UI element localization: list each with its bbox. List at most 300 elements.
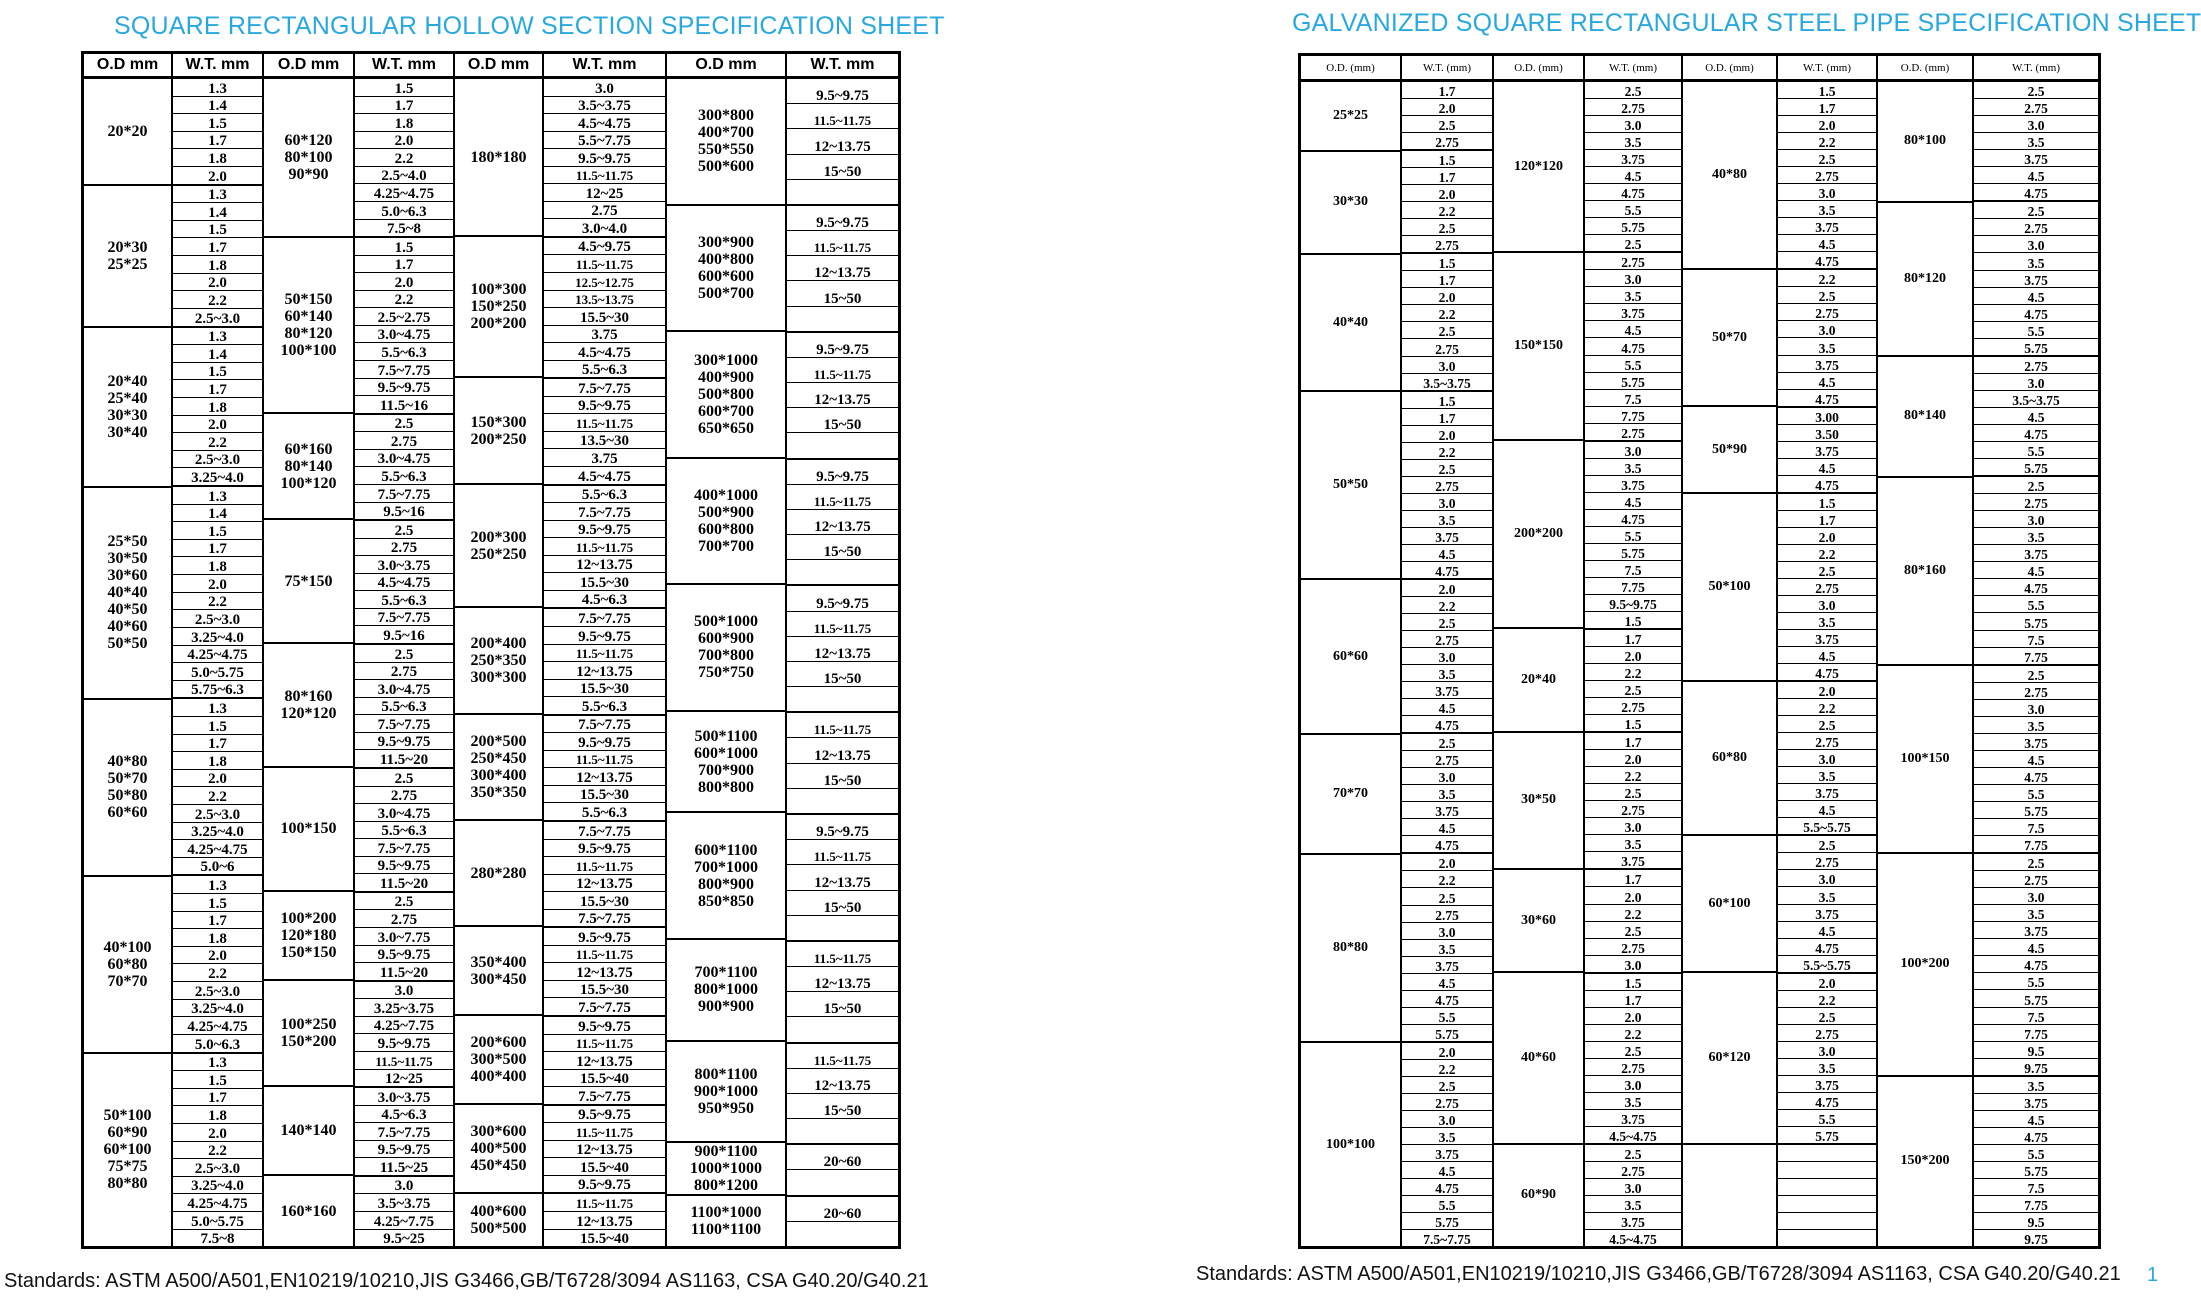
wall-thickness-cell: 11.5~11.75 — [544, 857, 665, 875]
wall-thickness-cell: 3.75 — [1585, 1110, 1681, 1127]
od-size-cell — [84, 1054, 171, 1247]
od-size-label: 100*200 — [1900, 956, 1950, 972]
od-size-label: 250*350 — [470, 651, 527, 669]
od-size-label: 200*500 — [470, 732, 527, 750]
wall-thickness-cell: 3.75 — [1585, 476, 1681, 493]
wall-thickness-cell: 11.5~11.75 — [787, 358, 898, 383]
od-size-label: 80*80 — [107, 1175, 148, 1193]
wall-thickness-cell: 2.75 — [1402, 906, 1492, 923]
od-size-label: 800*800 — [698, 778, 754, 796]
wall-thickness-cell: 2.5~3.0 — [173, 982, 262, 1000]
wall-thickness-cell: 2.0 — [355, 132, 453, 150]
wall-thickness-cell: 9.5~16 — [355, 626, 453, 645]
wall-thickness-cell: 4.5~4.75 — [1609, 1232, 1657, 1248]
wall-thickness-cell: 7.75 — [1585, 578, 1681, 595]
od-size-cell — [264, 1176, 353, 1246]
od-size-label: 100*100 — [1326, 1136, 1375, 1152]
wt-header-4: W.T. mm — [810, 56, 875, 73]
od-size-label: 550*550 — [698, 141, 754, 159]
od-size-label: 30*50 — [107, 550, 148, 567]
wall-thickness-cell: 15.5~30 — [544, 573, 665, 591]
wall-thickness-cell: 1.5 — [173, 522, 262, 540]
wall-thickness-cell: 3.5 — [1402, 940, 1492, 957]
wall-thickness-cell: 1.7 — [355, 97, 453, 115]
wall-thickness-cell: 2.5 — [1402, 322, 1492, 339]
od-size-label: 900*1100 — [694, 1143, 758, 1161]
wall-thickness-cell: 3.0 — [355, 982, 453, 1000]
table-header-row — [1301, 56, 2098, 82]
od-size-cell — [1878, 666, 1972, 854]
wall-thickness-cell: 11.5~11.75 — [544, 751, 665, 769]
wall-thickness-cell: 4.5~6.3 — [544, 591, 665, 610]
wall-thickness-cell: 2.2 — [1402, 202, 1492, 219]
od-size-label: 750*750 — [698, 664, 754, 682]
wt-header-1: W.T. mm — [173, 54, 264, 76]
od-size-label: 600*600 — [698, 267, 754, 285]
wall-thickness-cell: 3.0 — [1402, 768, 1492, 785]
wall-thickness-cell: 11.5~11.75 — [544, 167, 665, 185]
wall-thickness-cell: 2.5 — [1402, 116, 1492, 133]
od-size-cell — [84, 79, 171, 186]
wall-thickness-cell: 3.0 — [1585, 818, 1681, 835]
wall-thickness-cell: 2.75 — [1778, 579, 1876, 596]
od-size-label: 800*1100 — [694, 1065, 758, 1083]
wall-thickness-cell: 11.5~11.75 — [787, 713, 898, 738]
wall-thickness-cell: 2.0 — [1778, 974, 1876, 991]
od-size-cell — [264, 414, 353, 520]
wall-thickness-cell: 3.5 — [1402, 1128, 1492, 1145]
od-size-label: 100*200 — [280, 909, 337, 927]
od-size-label: 500*700 — [698, 284, 754, 302]
od-size-label: 600*1000 — [694, 744, 758, 762]
od-size-label: 150*150 — [1514, 338, 1563, 354]
wall-thickness-cell: 4.5 — [1402, 699, 1492, 716]
wall-thickness-cell: 4.5~4.75 — [544, 467, 665, 486]
wt-header-3: W.T. mm — [544, 54, 667, 76]
wall-thickness-cell: 15~50 — [787, 408, 898, 433]
wall-thickness-cell: 7.5~7.75 — [355, 715, 453, 733]
wall-thickness-cell: 3.5 — [1585, 133, 1681, 150]
od-size-label: 70*70 — [107, 972, 148, 990]
wall-thickness-cell: 2.0 — [1778, 528, 1876, 545]
table-header-row — [84, 54, 898, 79]
wall-thickness-cell: 2.2 — [1402, 305, 1492, 322]
wall-thickness-cell: 3.0 — [1974, 888, 2098, 905]
od-size-label: 500*600 — [698, 158, 754, 176]
wall-thickness-cell — [787, 1222, 898, 1246]
wall-thickness-cell: 15~50 — [787, 1094, 898, 1119]
od-size-label: 200*400 — [470, 634, 527, 652]
wall-thickness-cell: 4.5 — [1974, 751, 2098, 768]
wall-thickness-cell: 2.5 — [1402, 888, 1492, 905]
wall-thickness-cell: 9.75 — [2024, 1232, 2048, 1248]
od-size-cell — [1878, 478, 1972, 666]
wall-thickness-cell: 3.5 — [1778, 1059, 1876, 1076]
table-body — [1301, 82, 2098, 1246]
wall-thickness-cell: 1.7 — [173, 1089, 262, 1107]
wall-thickness-cell: 2.75 — [1974, 871, 2098, 888]
od-size-label: 60*90 — [107, 1124, 148, 1142]
wall-thickness-cell: 2.75 — [355, 910, 453, 928]
wall-thickness-cell: 9.5~9.75 — [787, 815, 898, 840]
wall-thickness-cell: 4.75 — [1778, 476, 1876, 494]
wall-thickness-cell: 3.5 — [1778, 613, 1876, 630]
od-size-label: 700*1000 — [694, 858, 758, 876]
wall-thickness-cell: 2.75 — [544, 202, 665, 220]
wall-thickness-cell: 12~13.75 — [787, 383, 898, 408]
wall-thickness-cell: 9.5~9.75 — [544, 1106, 665, 1124]
wall-thickness-cell: 3.0 — [1585, 956, 1681, 974]
od-size-cell — [455, 485, 542, 609]
wall-thickness-cell: 4.5 — [1974, 288, 2098, 305]
od-size-label: 50*70 — [1712, 329, 1747, 345]
wall-thickness-cell: 15.5~40 — [544, 1070, 665, 1088]
wall-thickness-cell: 12~13.75 — [544, 556, 665, 574]
wall-thickness-cell: 1.4 — [173, 203, 262, 221]
od-size-cell — [1683, 270, 1776, 407]
wall-thickness-cell: 3.75 — [1585, 150, 1681, 167]
od-size-cell — [1301, 152, 1400, 255]
wall-thickness-cell: 4.75 — [1974, 768, 2098, 785]
wall-thickness-cell: 3.75 — [1585, 304, 1681, 321]
od-size-cell — [264, 238, 353, 414]
od-size-label: 40*60 — [107, 618, 148, 635]
wall-thickness-cell: 5.0~5.75 — [173, 1212, 262, 1230]
wall-thickness-cell: 1.7 — [1585, 991, 1681, 1008]
wt-header-3: W.T. (mm) — [1778, 56, 1878, 79]
od-size-label: 25*50 — [107, 533, 148, 550]
od-size-label: 300*600 — [470, 1122, 527, 1140]
wall-thickness-cell: 5.0~6.3 — [355, 202, 453, 220]
wall-thickness-cell — [787, 789, 898, 815]
wall-thickness-cell: 4.75 — [1402, 562, 1492, 580]
wall-thickness-cell: 3.25~4.0 — [173, 823, 262, 841]
wall-thickness-cell: 7.75 — [1974, 648, 2098, 666]
wall-thickness-cell: 11.5~20 — [355, 963, 453, 982]
wall-thickness-cell: 9.5~9.75 — [787, 460, 898, 485]
wall-thickness-cell: 12~13.75 — [787, 967, 898, 992]
od-size-cell — [667, 1143, 785, 1196]
wall-thickness-cell: 9.5~9.75 — [787, 206, 898, 231]
wall-thickness-cell: 2.0 — [1585, 887, 1681, 904]
od-size-cell — [455, 608, 542, 714]
wall-thickness-cell: 2.2 — [1402, 597, 1492, 614]
od-size-cell — [455, 927, 542, 1016]
od-size-label: 900*1000 — [694, 1082, 758, 1100]
wall-thickness-cell: 4.5 — [1778, 922, 1876, 939]
wall-thickness-cell: 2.5 — [1402, 734, 1492, 751]
od-size-cell — [455, 378, 542, 484]
wall-thickness-cell: 2.0 — [1402, 426, 1492, 443]
wall-thickness-cell — [787, 307, 898, 333]
wall-thickness-cell: 2.75 — [1974, 99, 2098, 116]
wt-column-4 — [787, 79, 898, 1246]
wall-thickness-cell: 4.5 — [1974, 1111, 2098, 1128]
wall-thickness-cell: 1.7 — [1585, 630, 1681, 647]
od-size-label: 50*50 — [107, 635, 148, 652]
wall-thickness-cell: 5.5 — [1585, 356, 1681, 373]
wall-thickness-cell: 11.5~11.75 — [544, 1035, 665, 1053]
wall-thickness-cell: 2.75 — [1585, 1059, 1681, 1076]
wall-thickness-cell: 1.7 — [173, 380, 262, 398]
od-size-cell — [264, 892, 353, 981]
od-size-label: 80*100 — [284, 148, 333, 166]
wall-thickness-cell: 2.0 — [1585, 647, 1681, 664]
wall-thickness-cell: 4.5 — [1585, 321, 1681, 338]
wall-thickness-cell: 1.5 — [173, 1071, 262, 1089]
od-size-cell — [1301, 735, 1400, 855]
od-size-label: 400*500 — [470, 1139, 527, 1157]
od-size-label: 150*200 — [280, 1033, 337, 1051]
wall-thickness-cell: 12~13.75 — [787, 129, 898, 154]
od-size-label: 500*500 — [470, 1219, 527, 1237]
od-size-label: 50*100 — [1708, 578, 1751, 594]
wall-thickness-cell: 2.75 — [1974, 357, 2098, 374]
wall-thickness-cell: 2.5 — [1974, 666, 2098, 683]
od-column-3 — [1683, 82, 1778, 1246]
od-size-cell — [1878, 82, 1972, 203]
wall-thickness-cell: 9.5~9.75 — [355, 857, 453, 875]
wall-thickness-cell: 3.5 — [1402, 511, 1492, 528]
od-size-cell — [1683, 682, 1776, 836]
od-size-label: 60*60 — [107, 804, 148, 821]
od-size-cell — [264, 644, 353, 768]
wall-thickness-cell: 2.2 — [1585, 1025, 1681, 1042]
od-size-label: 900*900 — [698, 998, 754, 1016]
wall-thickness-cell: 3.0~4.75 — [355, 804, 453, 822]
wall-thickness-cell: 11.5~20 — [355, 750, 453, 769]
wall-thickness-cell: 1.8 — [173, 256, 262, 274]
wall-thickness-cell: 9.5~9.75 — [355, 379, 453, 397]
wall-thickness-cell: 4.5~4.75 — [544, 343, 665, 361]
od-size-label: 400*900 — [698, 368, 754, 386]
wall-thickness-cell: 3.75 — [1778, 784, 1876, 801]
od-size-label: 40*100 — [103, 938, 152, 956]
wall-thickness-cell: 2.5 — [1402, 1077, 1492, 1094]
od-size-label: 20*40 — [1521, 671, 1556, 687]
wall-thickness-cell: 3.0 — [1402, 357, 1492, 374]
wall-thickness-cell: 5.75 — [1778, 1127, 1876, 1145]
wall-thickness-cell: 2.5~3.0 — [173, 610, 262, 628]
od-size-cell — [667, 332, 785, 459]
wall-thickness-cell: 3.75 — [1778, 630, 1876, 647]
wall-thickness-cell: 2.2 — [1778, 133, 1876, 150]
wall-thickness-cell: 1.5 — [1402, 151, 1492, 168]
od-size-label: 150*250 — [470, 298, 527, 316]
od-size-label: 850*850 — [698, 892, 754, 910]
wall-thickness-cell: 3.5 — [1974, 717, 2098, 734]
wall-thickness-cell: 1.5 — [173, 114, 262, 132]
wall-thickness-cell: 1.5 — [173, 894, 262, 912]
wall-thickness-cell: 4.25~7.75 — [355, 1212, 453, 1230]
wall-thickness-cell: 7.5~7.75 — [544, 1087, 665, 1106]
wall-thickness-cell: 2.5 — [1778, 1008, 1876, 1025]
od-size-cell — [264, 79, 353, 238]
wall-thickness-cell: 9.5~9.75 — [355, 733, 453, 751]
wall-thickness-cell: 4.5 — [1778, 235, 1876, 252]
wall-thickness-cell: 4.5 — [1402, 819, 1492, 836]
wall-thickness-cell: 4.25~4.75 — [173, 1017, 262, 1035]
wt-header-4: W.T. (mm) — [2012, 61, 2060, 74]
wall-thickness-cell: 1.3 — [173, 876, 262, 894]
od-size-cell — [1878, 1077, 1972, 1246]
wall-thickness-cell: 2.75 — [1402, 477, 1492, 494]
wall-thickness-cell: 3.0 — [1585, 270, 1681, 287]
wall-thickness-cell: 3.5 — [1778, 201, 1876, 218]
wall-thickness-cell: 5.5~6.3 — [544, 486, 665, 504]
wall-thickness-cell: 2.0 — [1402, 99, 1492, 116]
wall-thickness-cell: 1.3 — [173, 699, 262, 717]
wall-thickness-cell: 5.75 — [1402, 1213, 1492, 1230]
wall-thickness-cell: 15.5~30 — [544, 308, 665, 326]
od-size-cell — [455, 237, 542, 378]
od-size-cell — [455, 715, 542, 821]
wall-thickness-cell: 15~50 — [787, 155, 898, 180]
wall-thickness-cell: 9.5~9.75 — [544, 1176, 665, 1195]
wall-thickness-cell: 1.5 — [355, 79, 453, 97]
wall-thickness-cell: 9.5~9.75 — [787, 333, 898, 358]
wall-thickness-cell: 5.75 — [1974, 459, 2098, 477]
wall-thickness-cell: 5.5 — [1974, 322, 2098, 339]
wall-thickness-cell: 3.75 — [1585, 852, 1681, 870]
wall-thickness-cell: 4.75 — [1585, 338, 1681, 355]
wall-thickness-cell: 7.5~7.75 — [355, 609, 453, 627]
od-size-label: 250*450 — [470, 749, 527, 767]
wall-thickness-cell: 5.5 — [1402, 1008, 1492, 1025]
od-header-1: O.D mm — [84, 54, 173, 76]
od-size-cell — [84, 328, 171, 488]
wall-thickness-cell: 2.0 — [1402, 185, 1492, 202]
wall-thickness-cell: 15~50 — [787, 281, 898, 306]
wall-thickness-cell: 3.0 — [1778, 750, 1876, 767]
od-column-4 — [667, 79, 787, 1246]
wall-thickness-cell: 12~13.75 — [544, 1052, 665, 1070]
wall-thickness-cell: 5.75 — [1585, 544, 1681, 561]
wall-thickness-cell: 9.5~9.75 — [355, 946, 453, 964]
wall-thickness-cell: 3.75 — [1778, 1076, 1876, 1093]
od-size-cell — [1494, 253, 1583, 441]
wall-thickness-cell: 5.5 — [1778, 1110, 1876, 1127]
od-size-label: 700*900 — [698, 761, 754, 779]
wall-thickness-cell — [787, 560, 898, 586]
wall-thickness-cell: 5.75 — [1974, 613, 2098, 630]
od-size-label: 500*900 — [698, 503, 754, 521]
wall-thickness-cell: 5.5~5.75 — [1778, 818, 1876, 836]
wall-thickness-cell: 2.5 — [1402, 219, 1492, 236]
od-size-label: 700*800 — [698, 647, 754, 665]
wall-thickness-cell: 4.75 — [1974, 956, 2098, 973]
wall-thickness-cell: 3.75 — [1974, 1094, 2098, 1111]
wall-thickness-cell: 2.2 — [1402, 871, 1492, 888]
wall-thickness-cell: 7.5~7.75 — [544, 609, 665, 627]
od-size-label: 300*1000 — [694, 351, 758, 369]
od-size-label: 650*650 — [698, 419, 754, 437]
wall-thickness-cell: 2.5 — [1585, 922, 1681, 939]
od-size-label: 500*800 — [698, 385, 754, 403]
wall-thickness-cell: 5.75~6.3 — [173, 681, 262, 700]
wall-thickness-cell: 20~60 — [787, 1145, 898, 1170]
wall-thickness-cell: 1.7 — [1585, 733, 1681, 750]
wall-thickness-cell: 15.5~40 — [579, 1231, 630, 1248]
wall-thickness-cell: 2.5~3.0 — [173, 805, 262, 823]
wall-thickness-cell: 5.75 — [1402, 1025, 1492, 1043]
wall-thickness-cell: 12~13.75 — [544, 875, 665, 893]
wall-thickness-cell: 4.5 — [1778, 459, 1876, 476]
od-size-label: 800*1000 — [694, 981, 758, 999]
wall-thickness-cell: 5.5 — [1585, 201, 1681, 218]
wall-thickness-cell: 1.7 — [1402, 82, 1492, 99]
wall-thickness-cell: 4.75 — [1402, 836, 1492, 854]
od-size-label: 30*50 — [1521, 792, 1556, 808]
wall-thickness-cell: 3.0 — [1974, 700, 2098, 717]
od-size-label: 350*350 — [470, 783, 527, 801]
wall-thickness-cell: 2.75 — [1402, 339, 1492, 356]
wall-thickness-cell: 2.2 — [173, 593, 262, 611]
wall-thickness-cell: 15~50 — [787, 992, 898, 1017]
od-size-label: 25*25 — [1333, 107, 1368, 123]
od-size-label: 200*200 — [1514, 526, 1563, 542]
wall-thickness-cell — [1778, 1196, 1876, 1213]
od-size-label: 60*120 — [284, 131, 333, 149]
od-size-label: 40*40 — [1333, 314, 1368, 330]
wall-thickness-cell: 3.5 — [1585, 835, 1681, 852]
wall-thickness-cell: 5.75 — [1974, 990, 2098, 1007]
wall-thickness-cell: 11.5~11.75 — [787, 104, 898, 129]
wall-thickness-cell: 4.25~4.75 — [355, 184, 453, 202]
wall-thickness-cell: 5.5~6.3 — [355, 467, 453, 485]
wall-thickness-cell: 3.0 — [1585, 1179, 1681, 1196]
wall-thickness-cell: 2.75 — [1402, 751, 1492, 768]
wall-thickness-cell: 4.75 — [1974, 425, 2098, 442]
wall-thickness-cell: 12~25 — [544, 184, 665, 202]
wall-thickness-cell: 4.75 — [1778, 1093, 1876, 1110]
wall-thickness-cell: 2.5 — [1402, 460, 1492, 477]
right-standards-note: Standards: ASTM A500/A501,EN10219/10210,JIS G3466,GB/T6728/3094 AS1163, CSA G40.20/G40.21 — [1196, 1263, 2121, 1285]
wall-thickness-cell: 1.5 — [1585, 715, 1681, 733]
od-size-label: 80*80 — [1333, 940, 1368, 956]
wall-thickness-cell: 11.5~11.75 — [544, 538, 665, 556]
od-size-label: 40*60 — [1521, 1049, 1556, 1065]
wall-thickness-cell: 7.5 — [1974, 1179, 2098, 1196]
wall-thickness-cell: 15.5~30 — [544, 892, 665, 910]
wall-thickness-cell: 2.5 — [1585, 1145, 1681, 1162]
od-size-label: 1000*1000 — [690, 1160, 762, 1178]
wall-thickness-cell: 3.75 — [1402, 682, 1492, 699]
wt-header-2: W.T. (mm) — [1585, 56, 1683, 79]
wall-thickness-cell: 2.5 — [1974, 854, 2098, 871]
wall-thickness-cell: 15.5~40 — [544, 1158, 665, 1176]
od-size-label: 20*40 — [107, 372, 148, 390]
od-size-label: 700*1100 — [694, 964, 758, 982]
wall-thickness-cell: 7.5~7.75 — [544, 716, 665, 734]
wall-thickness-cell: 5.5 — [1974, 596, 2098, 613]
wall-thickness-cell: 3.5 — [1974, 253, 2098, 270]
od-size-label: 400*1000 — [694, 486, 758, 504]
wall-thickness-cell: 12~13.75 — [787, 510, 898, 535]
wall-thickness-cell: 3.0 — [1402, 923, 1492, 940]
wall-thickness-cell: 3.5 — [1974, 1077, 2098, 1094]
wall-thickness-cell: 5.5~6.3 — [544, 697, 665, 716]
wall-thickness-cell: 5.5 — [1974, 1145, 2098, 1162]
wall-thickness-cell: 7.5~8 — [355, 220, 453, 239]
wall-thickness-cell: 2.75 — [1778, 853, 1876, 870]
od-size-label: 200*250 — [470, 430, 527, 448]
od-size-cell — [667, 813, 785, 940]
wall-thickness-cell: 4.75 — [1778, 252, 1876, 270]
wall-thickness-cell: 4.5~4.75 — [544, 114, 665, 132]
wall-thickness-cell: 5.75 — [1974, 1162, 2098, 1179]
wall-thickness-cell: 2.75 — [1402, 236, 1492, 254]
